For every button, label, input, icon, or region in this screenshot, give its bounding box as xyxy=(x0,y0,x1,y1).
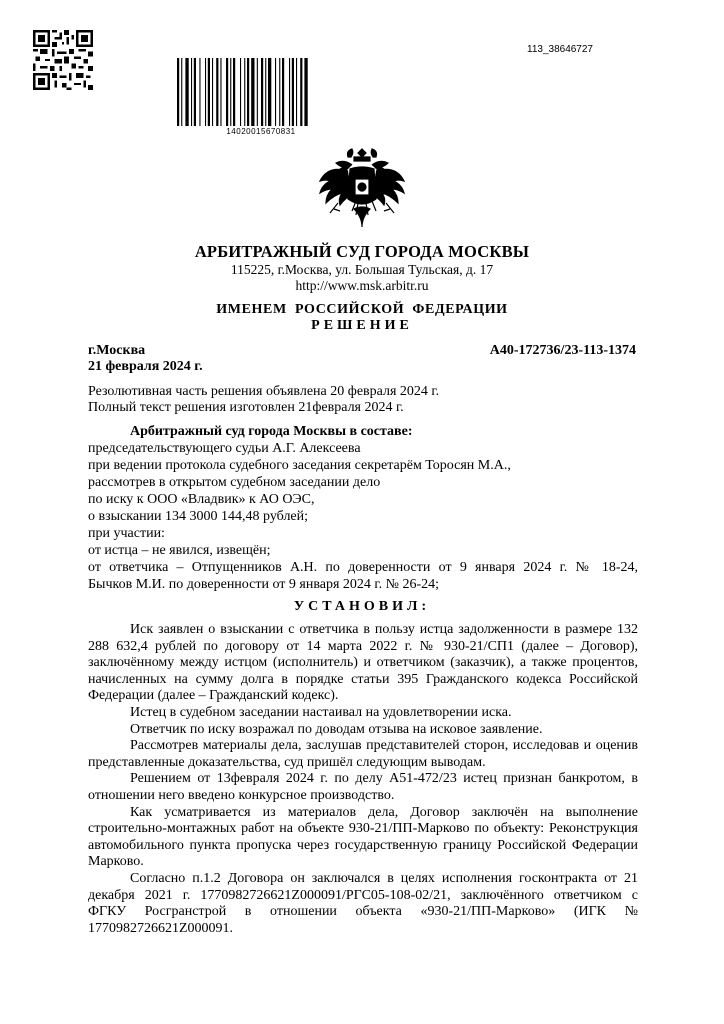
paragraph: Ответчик по иску возражал по доводам отзыва на исковое заявление. xyxy=(130,721,543,737)
coat-of-arms-icon xyxy=(318,143,406,235)
composition-line: при участии: xyxy=(88,526,165,541)
composition-line: рассмотрев в открытом судебном заседании дело xyxy=(88,475,381,490)
composition-line: о взыскании 134 3000 144,48 рублей; xyxy=(88,509,309,524)
full-text-prepared: Полный текст решения изготовлен 21февраля 2024 г. xyxy=(88,400,404,415)
document-id: 113_38646727 xyxy=(527,44,593,55)
barcode xyxy=(177,58,345,126)
composition-line: председательствующего судьи А.Г. Алексеева xyxy=(88,441,361,456)
city: г.Москва xyxy=(88,343,146,358)
established-heading: УСТАНОВИЛ: xyxy=(293,599,431,614)
composition-line: от истца – не явился, извещён; xyxy=(88,543,271,558)
paragraph: Рассмотрев материалы дела, заслушав представителей сторон, исследовав и оценив представленные доказательства, суд пришёл следующим выводам. xyxy=(88,738,638,770)
defendant-representative-line: от ответчика – Отпущенников А.Н. по доверенности от 9 января 2024 г. № 18-24, xyxy=(88,560,638,575)
body-text xyxy=(88,622,638,937)
resolution-announced: Резолютивная часть решения объявлена 20 февраля 2024 г. xyxy=(88,384,440,399)
paragraph: Истец в судебном заседании настаивал на удовлетворении иска. xyxy=(130,704,512,720)
paragraph: Согласно п.1.2 Договора он заключался в целях исполнения госконтракта от 21 декабря 2021 г. 1770982726621Z000091/РГС05-108-02/21, заключённого ответчиком с ФГКУ Росгранстрой в отношении объекта «930-21/ПП-Марково» (ИГК № 1770982726621Z000091. xyxy=(88,870,638,936)
court-address: 115225, г.Москва, ул. Большая Тульская, д. 17 xyxy=(230,262,494,277)
composition-line: по иску к ООО «Владвик» к АО ОЭС, xyxy=(88,492,315,507)
barcode-number: 14020015670831 xyxy=(226,127,296,136)
in-the-name-heading: ИМЕНЕМ РОССИЙСКОЙ ФЕДЕРАЦИИ xyxy=(216,302,508,317)
decision-date: 21 февраля 2024 г. xyxy=(88,359,203,374)
qr-code xyxy=(33,30,93,90)
paragraph: Решением от 13февраля 2024 г. по делу А51-472/23 истец признан банкротом, в отношении него введено конкурсное производство. xyxy=(88,771,638,803)
case-number: А40-172736/23-113-1374 xyxy=(489,343,636,358)
composition-line: при ведении протокола судебного заседания секретарём Торосян М.А., xyxy=(88,458,511,473)
decision-heading: РЕШЕНИЕ xyxy=(311,318,413,333)
paragraph: Иск заявлен о взыскании с ответчика в пользу истца задолженности в размере 132 288 632,4 рублей по договору от 14 марта 2022 г. № 930-21/СП1 (далее – Договор), заключённому между истцом (исполнитель) и ответчиком (заказчик), а также процентов, начисленных на сумму долга в порядке статьи 395 Гражданского кодекса Российской Федерации (далее – Гражданский кодекс). xyxy=(88,622,638,704)
paragraph: Как усматривается из материалов дела, Договор заключён на выполнение строительно-монтажных работ на объекте 930-21/ПП-Марково по объекту: Реконструкция автомобильного пункта пропуска через государственную границу Российской Федерации Марково. xyxy=(88,804,638,870)
court-url: http://www.msk.arbitr.ru xyxy=(295,278,429,293)
defendant-representative-line: Бычков М.И. по доверенности от 9 января 2024 г. № 26-24; xyxy=(88,577,439,592)
composition-title: Арбитражный суд города Москвы в составе: xyxy=(130,424,413,439)
court-name: АРБИТРАЖНЫЙ СУД ГОРОДА МОСКВЫ xyxy=(194,242,530,261)
